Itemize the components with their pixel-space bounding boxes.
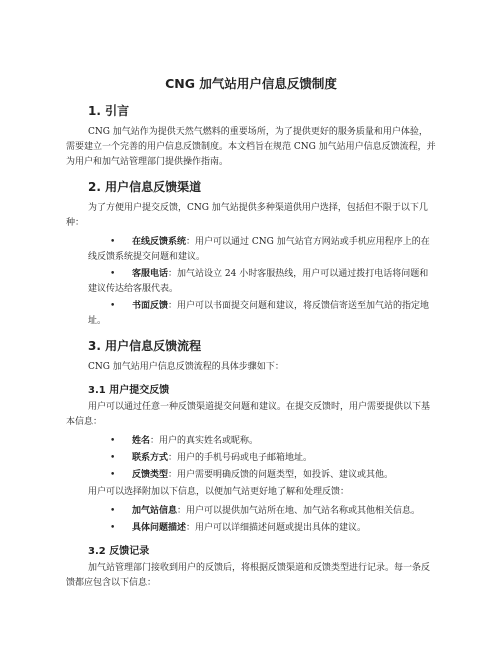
list-item-label: 姓名 [132,436,151,446]
list-item-text: ：用户可以书面提交问题和建议，将反馈信寄送至加气站的指定地址。 [88,301,430,326]
list-item-text: ：用户的手机号码或电子邮箱地址。 [168,453,313,463]
feedback-channel-list [66,235,436,329]
section-2-heading: 2. 用户信息反馈渠道 [88,180,202,194]
list-item [66,299,436,329]
bullet-icon: • [110,237,116,247]
list-item [66,434,436,449]
list-item-label: 在线反馈系统 [132,237,187,247]
list-item-text: ：用户的真实姓名或昵称。 [150,436,259,446]
list-item-text: ：用户可以详细描述问题或提出具体的建议。 [186,523,367,533]
list-item [66,468,436,483]
bullet-icon: • [110,523,116,533]
document-title: CNG 加气站用户信息反馈制度 [165,76,337,91]
optional-info-list [66,504,436,536]
section-3-paragraph: CNG 加气站用户信息反馈流程的具体步骤如下： [88,362,284,372]
list-item-label: 反馈类型 [132,470,169,480]
list-item-label: 联系方式 [132,453,169,463]
section-3-1-paragraph: 用户可以通过任意一种反馈渠道提交问题和建议。在提交反馈时，用户需要提供以下基本信息： [66,402,431,427]
section-2-paragraph: 为了方便用户提交反馈，CNG 加气站提供多种渠道供用户选择，包括但不限于以下几种： [66,203,428,228]
section-3-1-heading: 3.1 用户提交反馈 [88,385,170,396]
list-item-label: 加气站信息 [132,506,178,516]
list-item-text: ：用户可以通过 CNG 加气站官方网站或手机应用程序上的在线反馈系统提交问题和建议。 [88,237,430,262]
list-item-label: 书面反馈 [132,301,169,311]
section-1-paragraph: CNG 加气站作为提供天然气燃料的重要场所，为了提供更好的服务质量和用户体验，需要建立一个完善的用户信息反馈制度。本文档旨在规范 CNG 加气站用户信息反馈流程，并为用户和加气站管理部门提供操作指南。 [66,127,436,167]
list-item [66,504,436,519]
list-item-label: 客服电话 [132,269,169,279]
list-item-label: 具体问题描述 [132,523,187,533]
list-item-text: ：用户可以提供加气站所在地、加气站名称或其他相关信息。 [177,506,421,516]
section-3-1-paragraph-2: 用户可以选择附加以下信息，以便加气站更好地了解和处理反馈： [88,487,350,497]
list-item [66,267,436,297]
list-item [66,451,436,466]
section-3-heading: 3. 用户信息反馈流程 [88,339,202,353]
list-item [66,235,436,265]
bullet-icon: • [110,506,116,516]
list-item-text: ：用户需要明确反馈的问题类型，如投诉、建议或其他。 [168,470,394,480]
list-item [66,521,436,536]
section-3-2-heading: 3.2 反馈记录 [88,546,150,557]
bullet-icon: • [110,301,116,311]
list-item-text: ：加气站设立 24 小时客服热线，用户可以通过拨打电话将问题和建议传达给客服代表。 [88,269,429,294]
required-info-list [66,434,436,483]
bullet-icon: • [110,269,116,279]
section-3-2-paragraph: 加气站管理部门接收到用户的反馈后，将根据反馈渠道和反馈类型进行记录。每一条反馈都应包含以下信息： [66,563,431,588]
bullet-icon: • [110,453,116,463]
bullet-icon: • [110,470,116,480]
section-1-heading: 1. 引言 [88,104,130,118]
bullet-icon: • [110,436,116,446]
